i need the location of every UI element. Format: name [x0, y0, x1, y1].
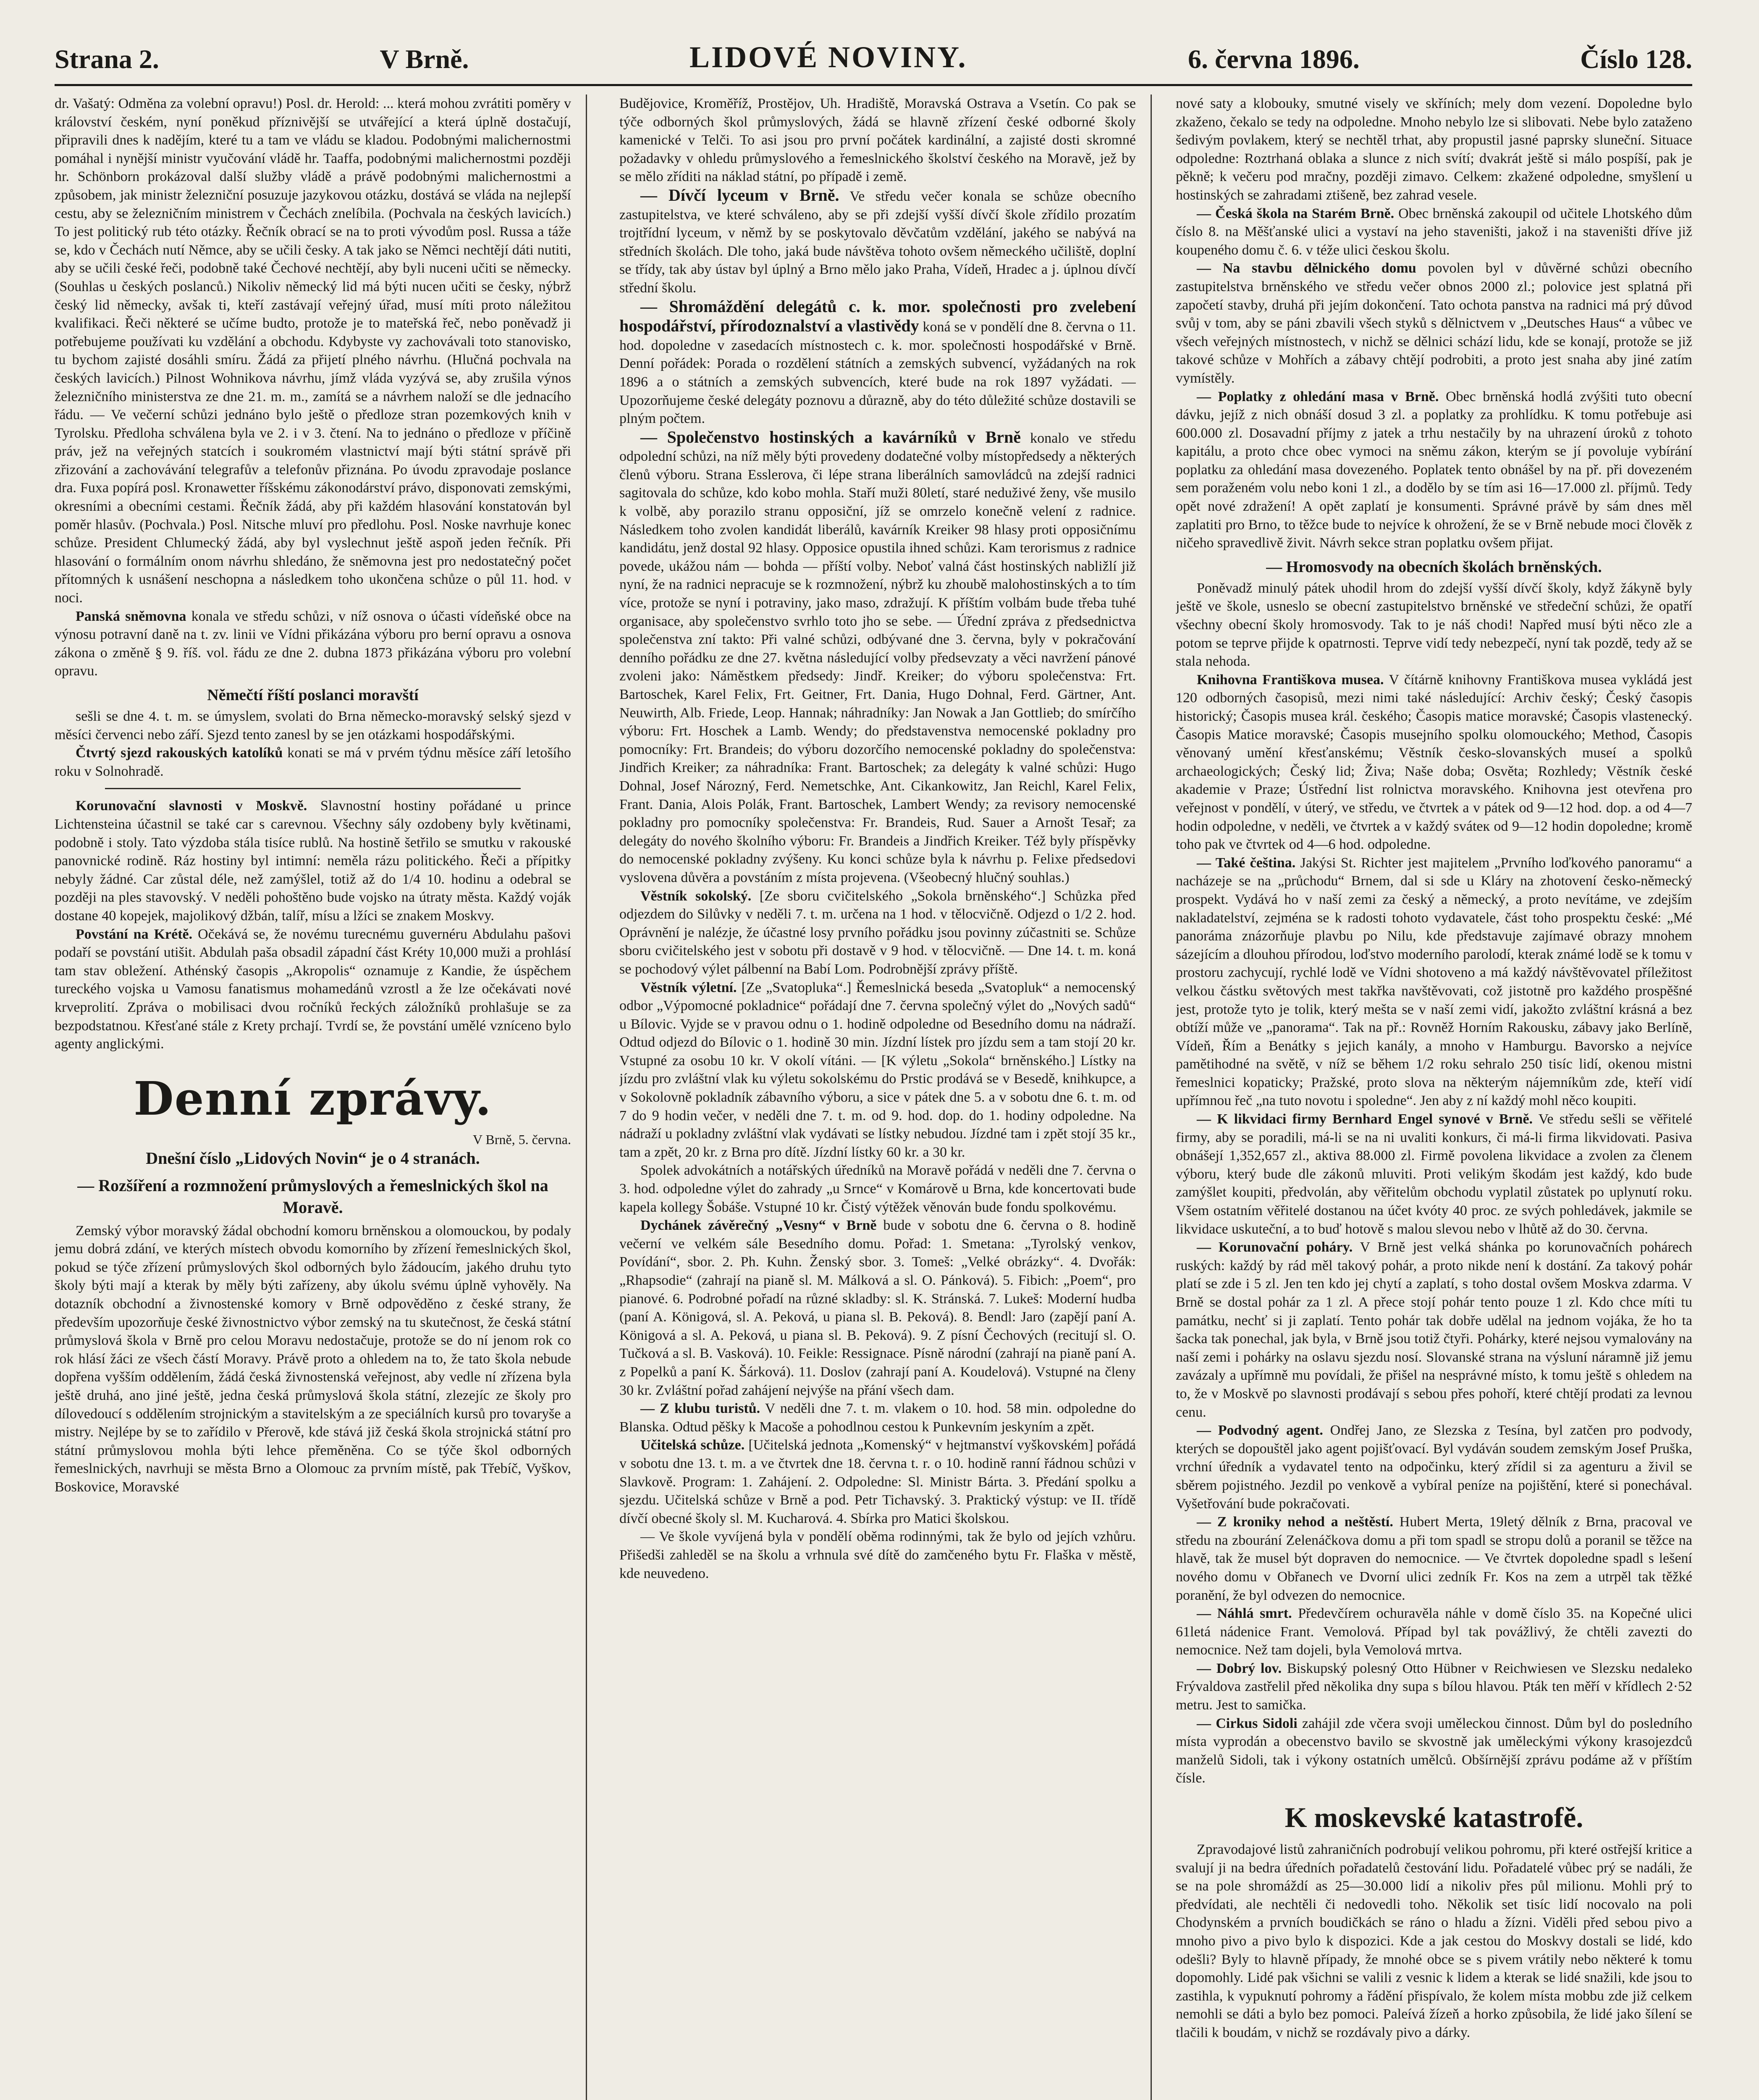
article-text [1176, 671, 1692, 854]
section-title-moscow-catastrophe: K moskevské katastrofě. [1285, 1801, 1583, 1834]
article-text: bude v sobotu dne 6. června o 8. hodině večerní ve velkém sále Besedního domu. Pořad: 1. Smetana: „Tyrolský venkov, Povídání“, sbor. 2. Ph. Kuhn. Ženský sbor. 3. Tomeš: „Velké obrázky“. 4. Dvořák: „Rhapsodie“ (zahrají na pianě sl. M. Málková a sl. O. Pánková). 5. Fibich: „Poem“, pro pianové. 6. Podrobné pořadí na různé skladby: sl. K. Stránská. 7. Lukeš: Moderní hudba (paní A. Königová, sl. A. Peková, u piana sl. B. Peková). 8. Bendl: Jaro (zapějí paní A. Königová a sl. A. Peková, u piana sl. B. Peková). 9. Z písní Čechových (recitují sl. O. Tučková a sl. B. Vasková). 10. Feikle: Ressignace. Písně národní (zahrají na pianě paní A. z Popelků a paní K. Šárková). 11. Doslov (zahrají paní A. Koudelová). Vstupné na členy 30 kr. Zvláštní pořad zahájení nejvýše na přání všech dam. [619, 1218, 1136, 1398]
article-text [619, 186, 1136, 297]
inline-heading: — Dívčí lyceum v Brně. [640, 185, 839, 205]
article-text [1176, 1659, 1692, 1714]
column-3 [1176, 94, 1692, 2100]
inline-heading: Učitelská schůze. [640, 1437, 745, 1453]
article-text: V Brně jest velká shánka po korunovačních pohárech ruských: každý by rád měl takový pohár, a proto nikde není k dostání. Za takový pohár platí se zde i 5 zl. Jen ten kdo jej chytí a zaplatí, s toho dostal ovšem Moskva zdarma. V Brně se dostal pohár za 1 zl. A přece stojí pohár tento pouze 1 zl. Kdo chce míti tu památku, nechť si ji zaplatí. Tento pohár tak dobře udělal na jednom vojáka, že ho ta šacka tak ponechal, jak byla, v Brně jsou totiž čtyři. Pohárky, které nejsou vymalovány na naší zemi i pohárky na oslavu sjezdu nosí. Slovanské strana na výsluní náramně již jemu zavázaly a upřímně mu povídali, že přišel na nesprávné místo, k tomu ještě s ohledem na to, že v Moskvě po slavnosti prodávají s sebou přes pohoří, které chtějí prodati za levnou cenu. [1176, 1239, 1692, 1420]
article-text: dr. Vašatý: Odměna za volební opravu!) Posl. dr. Herold: ... která mohou zvrátiti poměry v království českém, nyní poněkud příznivější se utvářející a která úplně dostačují, připravili dnes k nadějím, které tu a tam ve vládu se kladou. Podobnými malichernostmi pomáhal i nynější ministr vyučování vládě hr. Taaffa, podobnými malichernostmi později hr. Schönborn prokázoval další služby vládě a právě podobnými malichernostmi a způsobem, jak ministr železniční posuzuje jazykovou otázku, dostává se vláda na nejlepší cestu, aby se železničním ministrem v Čechách znelíbila. (Pochvala na českých lavicích.) To jest politický rub této otázky. Řečník obrací se na to proti vývodům posl. Russa a táže se, kdo v Čechách nutí Němce, aby se učili česky. A tak jako se Němci nechtějí dáti nutiti, aby se učili české řeči, podobně také Čechové nechtějí, aby byli nuceni učiti se německy. (Souhlas u českých poslanců.) Nikoliv německý lid má býti nucen učiti se česky, nýbrž český lid německy, avšak ti, kteří zastávají veřejný úřad, musí míti proto náležitou kvalifikaci. Řeči některé se učíme budto, protože je to mateřská řeč, nebo poněvadž ji potřebujeme používati ku vzdělání a obchodu. Kdybyste vy zachovávali toto stanovisko, tu bychom zajisté dosáhli smíru. Žádá za přijetí plného návrhu. (Hlučná pochvala na českých lavicích.) Pilnost Wohnikova návrhu, jímž vláda vyzývá se, aby zrušila výnos železničního ministerstva ze dne 21. m. m., zamítá se a návrhem naloží se dle jednacího řádu. — Ve večerní schůzi jednáno bylo ještě o předloze stran pozemkových knih v Tyrolsku. Předloha schválena byla ve 2. i v 3. čtení. Na to jednáno o předloze v příčině práv, jež na veřejných statcích i soukromém vlastnictví mají býti státní správě při zřizování a zachovávání telegrafův a telefonův přiznána. Po úvodu zpravodaje poslance dra. Fuxa popírá posl. Kronawetter říšskému zákonodárství právo, disponovati zemskými, okresními a obecními cestami. Řečník žádá, aby při každém hlasování konstatován byl poměr hlasův. (Pochvala.) Posl. Nitsche mluví pro předlohu. Posl. Noske navrhuje konec schůze. President Chlumecký žádá, aby byl vyslechnut ještě aspoň jeden řečník. Při hlasování o formálním onom návrhu shledáno, že sněmovna jest pro nedostatečný počet přítomných k usnášení neschopna a následkem toho ukončena schůze o půl 11. hod. v noci. [55, 96, 571, 606]
article-text [619, 1399, 1136, 1436]
article-text [619, 887, 1136, 979]
article-text [619, 1436, 1136, 1528]
article-text [55, 797, 571, 925]
newspaper-title: LIDOVÉ NOVINY. [689, 40, 967, 74]
article-text: Zemský výbor moravský žádal obchodní komoru brněnskou a olomouckou, by podaly jemu dobrá zdání, ve kterých místech obvodu komorního by zřízení řemeslnických škol, pokud se týče zřízení průmyslových škol odborných bylo žádoucím, jakého druhu tyto školy býti mají a kterak by měly býti zařízeny, aby úkolu svému úplně vyhověly. Na dotazník obchodní a živnostenské komory v Brně odpověděno z české strany, že především upozorňuje české živnostnictvo výbor zemský na tu skutečnost, že česká státní průmyslová škola v Brně pro celou Moravu nedostačuje, protože se do ní jenom rok co rok hlásí žáci ze všech částí Moravy. Právě proto a ohledem na to, že tato škola nebude dopřena vyšším oddělením, žádá česká živnostenská veřejnost, aby vedle ní zřízena byla ještě druhá, ano jiné ještě, jedna česká průmyslová škola státní, zlezejíc ze školy pro dílovedoucí s oddělením strojnickým a stavitelským a ze speciálních kursů pro tovaryše a mistry. Nejlépe by se to zařídilo v Přerově, kde stává již česká škola strojnická státní pro státní průmyslovou mohla býti lehce přeměněna. Co se týče škol odborných řemeslnických, navrhuji se města Brno a Olomouc za prvním místě, pak Třebíč, Vyškov, Boskovice, Moravské [55, 1223, 571, 1495]
inline-heading: — Poplatky z ohledání masa v Brně. [1197, 388, 1439, 404]
article-text [1176, 1604, 1692, 1659]
inline-heading: Čtvrtý sjezd rakouských katolíků [76, 745, 283, 761]
article-text: Slavnostní hostiny pořádané u prince Lichtensteina účastnil se také car s carevnou. Všechny sály ozdobeny byly květinami, podobně i stoly. Tato výzdoba stála tisíce rublů. Na hostině šetřilo se smutku v rakouské panovnické rodině. Ráz hostiny byl intimní: neměla rázu politického. Řeči a přípitky nebyly žádné. Car zůstal déle, než zamýšlel, totiž až do 1/4 10. hodinu a odebral se později na ples stavovský. V neděli pohoštěno bude vojsko na útraty města. Každý voják dostane 40 kopejek, majolikový džbán, talíř, mísu a lžíci se znakem Moskvy. [55, 798, 571, 924]
article-text: konala ve středu schůzi, v níž osnova o účasti vídeňské obce na výnosu potravní daně na t. zv. linii ve Vídni přikázána výboru pro berní opravu a osnova zákona o změně § 9. říš. vol. řádu ze dne 2. dubna 1873 přikázána výboru pro volební opravu. [55, 608, 571, 679]
article-text: Očekává se, že novému turecnému guvernéru Abdulahu pašovi podaří se povstání utišit. Abdulah paša obsadil západní část Kréty 10,000 muži a prohlásí tam stav obležení. Athénský časopis „Akropolis“ oznamuje z Kandie, že úspěchem tureckého vojska u Vamosu fanatismus mohamedánů vzrostl a že lze očekávati nové krveprolití. Zpráva o mobilisaci dvou ročníků řeckých záložníků prohlašuje se za bezpodstatnou. Křesťané stále z Krety prchají. Tvrdí se, že povstání umělé vzníceno bylo agenty anglickými. [55, 926, 571, 1052]
article-text: Poněvadž minulý pátek uhodil hrom do zdejší vyšší dívčí školy, když žákyně byly ještě ve škole, usneslo se obecní zastupitelstvo brněnské ve středeční schůzi, že opatří všechny obecní školy hromosvody. Tak to je náš chodi! Napřed musí býti něco zle a potom se teprve přijde k opatrnosti. Teprve vidí tedy nebezpečí, nyní tak pozdě, tedy až se stala nehoda. [1176, 580, 1692, 669]
section-heading: Němečtí říští poslanci moravští [207, 686, 419, 704]
article-text [1176, 1110, 1692, 1238]
article-text: V neděli dne 7. t. m. vlakem o 10. hod. 58 min. odpoledne do Blanska. Odtud pěšky k Macoše a pohodlnou cestou k Punkevním jeskyním a zpět. [619, 1401, 1136, 1435]
article-text: Biskupský polesný Otto Hübner v Reichwiesen ve Slezsku nedaleko Frývaldova zastřelil před několika dny supa s bílou hlavou. Pták ten měří v křídlech 2·52 metru. Jest to samička. [1176, 1660, 1692, 1713]
inline-heading: Věstník sokolský. [640, 888, 752, 904]
article-text: [Učitelská jednota „Komenský“ v hejtmanství vyškovském] pořádá v sobotu dne 13. t. m. a ve čtvrtek dne 18. června t. r. o 10. hodině ranní řádnou schůzi v Slavkově. Program: 1. Zahájení. 2. Odpoledne: Sl. Ministr Bárta. 3. Předání spolku a sjezdu. Učitelská schůze v Brně a pod. Petr Tichavský. 3. Praktický výstup: ve II. třídě dívčí obecné školy sl. M. Kucharová. 4. Sbírka pro Matici školskou. [619, 1437, 1136, 1526]
inline-heading: — Také čeština. [1197, 855, 1296, 871]
article-text: Ondřej Jano, ze Slezska z Tesína, byl zatčen pro podvody, kterých se dopouštěl jako agent pojišťovací. Byl vydáván soudem zemským Josef Pruška, vrchní úředník a vydavatel tento na odpočinku, který zřídil si za agenturu a živil se sběrem pojistného. Jezdil po venkově a vybíral peníze na pojištění, které si ponechával. Vyšetřování bude pokračovati. [1176, 1423, 1692, 1512]
inline-heading: — Z klubu turistů. [640, 1401, 760, 1417]
inline-heading: Korunovační slavnosti v Moskvě. [76, 798, 307, 814]
article-text [619, 297, 1136, 428]
article-text [55, 744, 571, 780]
article-text [1176, 1421, 1692, 1513]
article-text: V čítárně knihovny Františkova musea vykládá jest 120 odborných časopisů, mezi nimi také následující: Archiv český; Český časopis historický; Časopis musea král. českého; Časopis matice moravské; Časopis vlastenecký. Časopis Matice moravské; Časopis musejního spolku olomouckého; Method, Časopis věnovaný umění křesťanskému; Věstník česko-slovanských museí a spolků archaeologických; Český lid; Živa; Naše doba; Osvěta; Rozhledy; Věstník české akademie v Praze; Ústřední list rolnictva moravského. Knihovna jest otevřena pro veřejnost v pondělí, v úterý, ve středu, ve čtvrtek a v pátek od 9—12 hod. dop. a od 4—7 hodin odpoledne, v neděli, ve čtvrtek a v každý sváteк od 9—12 hodin dopoledne; kromě toho pak ve čtvrtek od 4—6 hod. odpoledne. [1176, 672, 1692, 853]
article-text: Obec brněnská hodlá zvýšiti tuto obecní dávku, jejíž z nich obnáší dosud 3 zl. a poplatky za prohlídku. K tomu potřebuje asi 600.000 zl. Dosavadní příjmy z jatek a trhu nestačily by na uhrazení úroků z tohoto kapitálu, a proto chce obec vymoci na sněmu zákon, kterým se jí povoluje vybírání poplatku za ohledání masa dovezeného. Poplatek tento obnášel by na př. při dovezeném sem poraženém volu nebo koni 1 zl., a dodělo by se tím asi 16—17.000 zl. příjmů. Tedy opět nové zdražení! A opět zaplatí je konsumenti. Správné právě by sám dnes měl zaplatiti pro Brno, to těžce bude to nejvíce k ohrožení, že se v Brně nebude moci člověk z ničeho spravedlivě živit. Návrh sekce stran poplatku ovšem přijat. [1176, 388, 1692, 551]
article-text [1176, 205, 1692, 260]
inline-heading: — Na stavbu dělnického domu [1197, 260, 1416, 276]
article-text [1176, 854, 1692, 1110]
article-text [619, 1216, 1136, 1399]
article-text: Budějovice, Kroměříž, Prostějov, Uh. Hradiště, Moravská Ostrava a Vsetín. Co pak se týče odborných škol průmyslových, žádá se hlavně zřízení české odborné školy kamenické v Telči. To asi jsou pro první počátek kardinální, a zajisté dosti skromné požadavky v ohledu průmyslového a řemeslnického školství českého na Moravě, jež by se mělo zříditi na náklad státní, po případě i země. [619, 96, 1136, 185]
column-1 [55, 94, 571, 2100]
article-text: [Ze sboru cvičitelského „Sokola brněnského“.] Schůzka před odjezdem do Silůvky v neděli 7. t. m. určena na 1 hod. v tělocvičně. Odjezd o 1/2 2. hod. Oprávnění je nalézje, že účastné losy prvního pořádku jsou povinny zúčastniti se. Schůze sboru cvičitelského jest v sobotu při dostavě v 9 hod. v tělocvičně. — Dne 14. t. m. koná se pochodový výlet pálbenní na Babí Lom. Podrobnější zprávy příště. [619, 888, 1136, 977]
inline-heading: Věstník výletní. [640, 979, 737, 995]
inline-heading: — Podvodný agent. [1197, 1423, 1323, 1438]
article-text [1176, 1238, 1692, 1421]
article-text: koná se v pondělí dne 8. června o 11. hod. dopoledne v zasedacích místnostech c. k. mor. společnosti hospodářské v Brně. Denní pořádek: Porada o rozdělení státních a zemských subvencí, vyžádaných na rok 1896 a o státních a zemských subvencích, které bude na rok 1897 vyžádati. — Upozorňujeme české delegáty poznovu a důrazně, aby do této důležité schůze dostavili se plným počtem. [619, 319, 1136, 427]
issue-number: Číslo 128. [1580, 44, 1692, 74]
inline-heading: Knihovna Františkova musea. [1197, 672, 1384, 688]
article-text: konalo ve středu odpolední schůzi, na níž měly býti provedeny dodatečné volby místopředsedy a některých členů výboru. Strana Esslerova, či lépe strana liberálních samovládců na zdejší radnici sagitovala do schůze, kdo kobo mohla. Staří muži 80letí, staré neduživé ženy, vše musilo k volbě, aby porazilo stranu opposiční, jíž se omrzelo konečně velení z radnice. Následkem toho zvolen kandidát liberálů, kavárník Kreiker 98 hlasy proti opposičnímu kandidátu, jenž dostal 92 hlasy. Opposice opustila ihned schůzi. Kam terorismus z radnice povede, ukážou nám — bohda — příští volby. Neboť valná část hostinských nabližlí již nyní, že na radnici nepracuje se k rozmnožení, nýbrž ku zhoubě malohostinských a to tím více, protože se nyní i potraviny, jako maso, zdražují. K příštím volbám bude třeba tuhé organisace, aby společenstvo svrhlo toto jho se sebe. — Úřední zpráva z předsednictva společenstva zní takto: Při valné schůzi, odbývané dne 3. června, byly v pokračování denního pořádku ze dne 27. května následující volby předsevzaty a věci navržení pánové zvoleni jako: Náměstkem předsedy: Jindř. Kreiker; do výboru společenstva: Frt. Bartoschek, Karel Felix, Frt. Geitner, Frt. Dania, Hugo Dohnal, Ferd. Gärtner, Ant. Neuwirth, Alb. Friede, Leop. Hannak; náhradníky: Jan Nowak a Jan Gottlieb; do smírčího výboru: Frt. Hoschek a Lamb. Wendy; do představenstva nemocenské pokladny pro pomocníky: Frt. Brandeis; do výboru dozorčího nemocenské pokladny do společenstva: Jindřich Kreiker; za náhradníka: Frant. Bartoschek; za delegáty k valné schůzi: Hugo Dohnal, Josef Nározný, Ferd. Nemetschke, Ant. Cikankowitz, Jan Reichl, Karel Felix, Frant. Dania, Alois Polák, Frant. Bartoschek, Lambert Wendy; za revisory nemocenské pokladny pro pomocníky společenstva: Fr. Brandeis, Rud. Sauer a Arnošt Tesař; za delegáty do nového školního výboru: Fr. Brandeis a Jindřich Kreiker. Též byly příspěvky do nemocenské pokladny zvýšeny. Ku konci schůze byla k návrhu p. Felixe předsedovi vyslovena důvěra a povstáním z místa projevena. (Všeobecný hlučný souhlas.) [619, 430, 1136, 885]
article-text: Zpravodajové listů zahraničních podrobují velikou pohromu, při které ostřejší kritice a svalují ji na bedra úředních pořadatelů čestování lidu. Pořadatelé vůbec prý se nadáli, že se na pole shromáždí as 25—30.000 lidí a nikoliv přes půl milionu. Mohli prý to předvídati, ale nechtěli či nedovedli toho. Několik set tisíc lidí nocovalo na poli Chodynském a prvních boudičkách se ráno o hladu a žízni. Viděli před sebou pivo a mnoho pivo a pivo bylo k dispozici. Kde a jak cestou do Moskvy dostali se lidé, kdo odešli? Byly to hlavně případy, že mnohé obce se s pivem vrátily nebo některé k tomu dopomohly. Lidé pak všichni se valili z vesnic k lidem a kterak se lidé snažili, kde jsou to zastihla, k vypuknutí pohromy a řádění přispívalo, že kolem místa mobbu zde již celkem nemohli se dáti a bylo bez pomoci. Paleívá žízeň a horko způsobila, že lidé jako šílení se tlačili k boudám, v nichž se rozdávaly pivo a dárky. [1176, 1842, 1692, 2040]
article-text: Předevčírem ochuravěla náhle v domě číslo 35. na Kopečné ulici 61letá nádenice Frant. Vemolová. Případ byl tak povážlivý, že chtěli zavezti do nemocnice. Než tam dojeli, byla Vemolová mrtva. [1176, 1606, 1692, 1658]
article-text [619, 428, 1136, 887]
inline-heading: Povstání na Krétě. [76, 926, 193, 942]
inline-heading: — Česká škola na Starém Brně. [1197, 205, 1395, 221]
article-text [619, 979, 1136, 1162]
article-text: Ve středu sešli se věřitelé firmy, aby se poradili, má-li se na ni uvaliti konkurs, či má-li firma likvidovati. Pasiva obnášejí 1,352,657 zl., aktiva 88.000 zl. Firmě povolena likvidace a zvolen za členem výboru, který bude dle zákonů mluviti. Proti velikým škodám jest každý, kdo bude zamýšlet koupiti, předvolán, aby věřitelům obchodu vyplatil zůstatek po uplynutí roku. Všem ostatním věřitelé dostanou na účet kvóty 40 proc. ze svých pohledávek, jakmile se likvidace uskuteční, a to buď hotově s malou slevou nebo v lhůtě až do 30. června. [1176, 1111, 1692, 1237]
article-text: Ve středu večer konala se schůze obecního zastupitelstva, ve které schváleno, aby se při zdejší vyšší dívčí škole zřídilo prozatím trojtřídní lyceum, v němž by se poskytovalo děvčatům vzdělání, jakého se nabývá na středních školách. Dle toho, jaká bude návštěva tohoto ovšem německého učiliště, doplní se třídy, tak aby ústav byl úplný a Brno mělo jako Praha, Vídeň, Hradec a j. úplnou dívčí střední školu. [619, 188, 1136, 296]
inline-heading: — Náhlá smrt. [1197, 1606, 1292, 1622]
inline-heading: — Korunovační poháry. [1197, 1239, 1353, 1255]
masthead [55, 17, 1692, 80]
article-text: [Ze „Svatopluka“.] Řemeslnická beseda „Svatopluk“ a nemocenský odbor „Výpomocné pokladnice“ pořádají dne 7. června společný výlet do „Nových sadů“ u Bílovic. Vyjde se v pravou odnu o 1. hodině odpoledne od Besedního domu na nádraží. Odtud odjezd do Bílovic o 1. hodině 30 min. Jízdní lístek pro jízdu sem a tam stojí 20 kr. Vstupné za osobu 10 kr. V okolí vítáni. — [K výletu „Sokola“ brněnského.] Lístky na jízdu pro zvláštní vlak ku výletu sokolskému do Prstic prodává se v Besedě, knihkupce, a v Sokolovně pokladník zábavního výboru, a sice v pátek dne 5. a v sobotu dne 6. t. m. od 7 do 9 hodin večer, v neděli dne 7. t. m. od 9. hod. dop. do 1. hodiny odpoledne. Na nádraží u pokladny zvláštní vlak vydávati se lístky nebudou. Jízdné tam i zpět stojí 35 kr., tam a zpět, 20 kr. z Brna pro dítě. Jízdní lístky 60 kr. a 30 kr. [619, 979, 1136, 1160]
inline-heading: — Z kroniky nehod a neštěstí. [1197, 1514, 1393, 1530]
article-text [55, 925, 571, 1053]
article-text [1176, 388, 1692, 552]
article-text [1176, 259, 1692, 387]
section-divider [105, 788, 521, 789]
lead-notice: Dnešní číslo „Lidových Novin“ je o 4 stranách. [146, 1148, 480, 1168]
masthead-rule [55, 84, 1692, 86]
inline-heading: — Cirkus Sidoli [1197, 1715, 1298, 1731]
inline-heading: Panská sněmovna [76, 608, 186, 624]
column-2 [619, 94, 1136, 2100]
section-heading: — Hromosvody na obecních školách brněnských. [1266, 558, 1602, 576]
article-text [1176, 1714, 1692, 1788]
issue-date: 6. června 1896. [1188, 44, 1360, 74]
article-text: Spolek advokátních a notářských úředníků na Moravě pořádá v neděli dne 7. června o 3. hod. odpoledne výlet do zahrady „u Srnce“ v Komárově u Brna, kde koncertovati bude kapela kollegy Šobáše. Vstupné 10 kr. Čistý výtěžek věnován bude fondu spolkovému. [619, 1163, 1136, 1215]
article-text: konati se má v prvém týdnu měsíce září letošího roku v Solnohradě. [55, 745, 571, 779]
article-text: nové saty a klobouky, smutné visely ve skříních; mely dom vezení. Dopoledne bylo zkaženo, čekalo se tedy na odpoledne. Mnoho nebylo lze si slibovati. Nebe bylo zataženo šedivým povlakem, který se nechtěl trhat, aby propustil jasné paprsky sluneční. Situace odpoledne: Roztrhaná oblaka a slunce z nich svítí; dvakrát ještě si málo pospíší, pak je pěkně; k večeru pod mračny, později zimavo. Celkem: zkažené odpoledne, smyšlení u hostinských se zahradami ztišeně, bez zahrad vesele. [1176, 96, 1692, 203]
inline-heading: — Shromáždění delegátů c. k. mor. společnosti pro zvelebení hospodářství, přírodoznalství a vlastivědy [619, 297, 1136, 336]
page-number: Strana 2. [55, 44, 159, 74]
article-text: Obec brněnská zakoupil od učitele Lhotského dům číslo 8. na Měšťanské ulici a vystaví na jeho staveništi, jakož i na staveništi dříve již koupeného domu č. 6. v téže ulici českou školu. [1176, 205, 1692, 258]
place-line: V Brně. [380, 44, 469, 74]
article-text [1176, 1513, 1692, 1604]
article-text: — Ve škole vyvíjená byla v pondělí oběma rodinnými, tak že bylo od jejích vzhůru. Přišedši zahleděl se na školu a vrhnula své dítě do zamčeného bytu Fr. Flaška v městě, kde neuvedeno. [619, 1529, 1136, 1581]
article-text: Jakýsi St. Richter jest majitelem „Prvního loďkového panoramu“ a nacházeje se na „průchodu“ Brnem, dal si sde u Kláry na zhotovení česko-německý prospekt. Vydává ho v naší zemi za český a německý, a proto nevítáme, ve zdejším nakladatelství, zejména se k radosti tohoto vydavatele, část toho prospektu české: „Mé panoráma znázorňuje plavbu po Nilu, kde představuje zajímavé obrazy mnohem sázejícím a dlouhou přírodou, loďstvo moderního parolodí, kterak známé lodě se k tomu v prostoru zachycují, rychlé lodě ve Vídni shotoveno a má každý návštěvovatel příležitost velkou částku světových mest takřka navštěvovati, což jistotně pro každého prospěšné jest, protože tyto je tolik, který mešta se v naší zemi vidí, jakožto zvláštní krásná a bez obtíží může ve „panorama“. Tak na př.: Rovněž Horním Rakousku, zábavy jako Berlíně, Vídeň, Řím a Benátky s jejich kanály, a mnoho v Hamburgu. Bavorsko a nejvíce pamětihodné na světě, v níž se během 1/2 roku sehralo 250 tisíc lidí, okenou mistni řemeslnici kopaticky; Pražské, proto slova na některým nájemníkům zde, kteří vidí upřímnou řeč „na tuto novotu i spoledne“. Jen aby z ní každý mohl něco koupiti. [1176, 855, 1692, 1109]
article-text: zahájil zde včera svoji uměleckou činnost. Dům byl do posledního místa vyprodán a obecenstvo bavilo se skvostně jak uměleckými výkony krasojezdců manželů Sidoli, tak i výkony ostatních umělců. Obšírnější zprávu podáme až v příštím čísle. [1176, 1715, 1692, 1786]
article-text: povolen byl v důvěrné schůzi obecního zastupitelstva brněnského ve středu večer obnos 2000 zl.; polovice jest splatná při započetí stavby, druhá při jejím dokončení. Tato ochota panstva na radnici má prý důvod svůj v tom, aby se páni zbavili všech styků s dělnictvem v „Deutsches Haus“ a vůbec ve všech veřejných místnostech, v nichž se dělnici schází lidu, kde se konají, protože se již takové schůze v Mohřích a zábavy chtějí podrobiti, a proto jest snaha aby jiné zatím vymístěly. [1176, 260, 1692, 386]
dateline: V Brně, 5. června. [473, 1131, 571, 1147]
article-heading: — Rozšíření a rozmnožení průmyslových a řemeslnických škol na Moravě. [77, 1176, 548, 1217]
article-text: sešli se dne 4. t. m. se úmyslem, svolati do Brna německo-moravský selský sjezd v měsíci červenci nebo září. Sjezd tento zanesl by se jen otázkami hospodářskými. [55, 709, 571, 743]
inline-heading: — K likvidaci firmy Bernhard Engel synové v Brně. [1197, 1111, 1533, 1127]
section-title-daily-news: Denní zprávy. [134, 1071, 492, 1126]
column-divider [586, 94, 587, 2100]
inline-heading: — Dobrý lov. [1197, 1660, 1282, 1676]
column-divider [1151, 94, 1152, 2100]
article-text: Hubert Merta, 19letý dělník z Brna, pracoval ve středu na zbourání Zelenáčkova domu a při tom spadl se stropu dolů a poranil se těžce na hlavě, tak že musel být dopraven do nemocnice. — Ve čtvrtek dopoledne spadl s lešení nového domu v Obřanech ve Dvorní ulici zedník Fr. Kos na zem a utrpěl tak těžké poranění, že byl odvezen do nemocnice. [1176, 1514, 1692, 1603]
article-text [55, 607, 571, 680]
inline-heading: Dychánek závěrečný „Vesny“ v Brně [640, 1218, 877, 1234]
inline-heading: — Společenstvo hostinských a kavárníků v Brně [640, 427, 1021, 446]
